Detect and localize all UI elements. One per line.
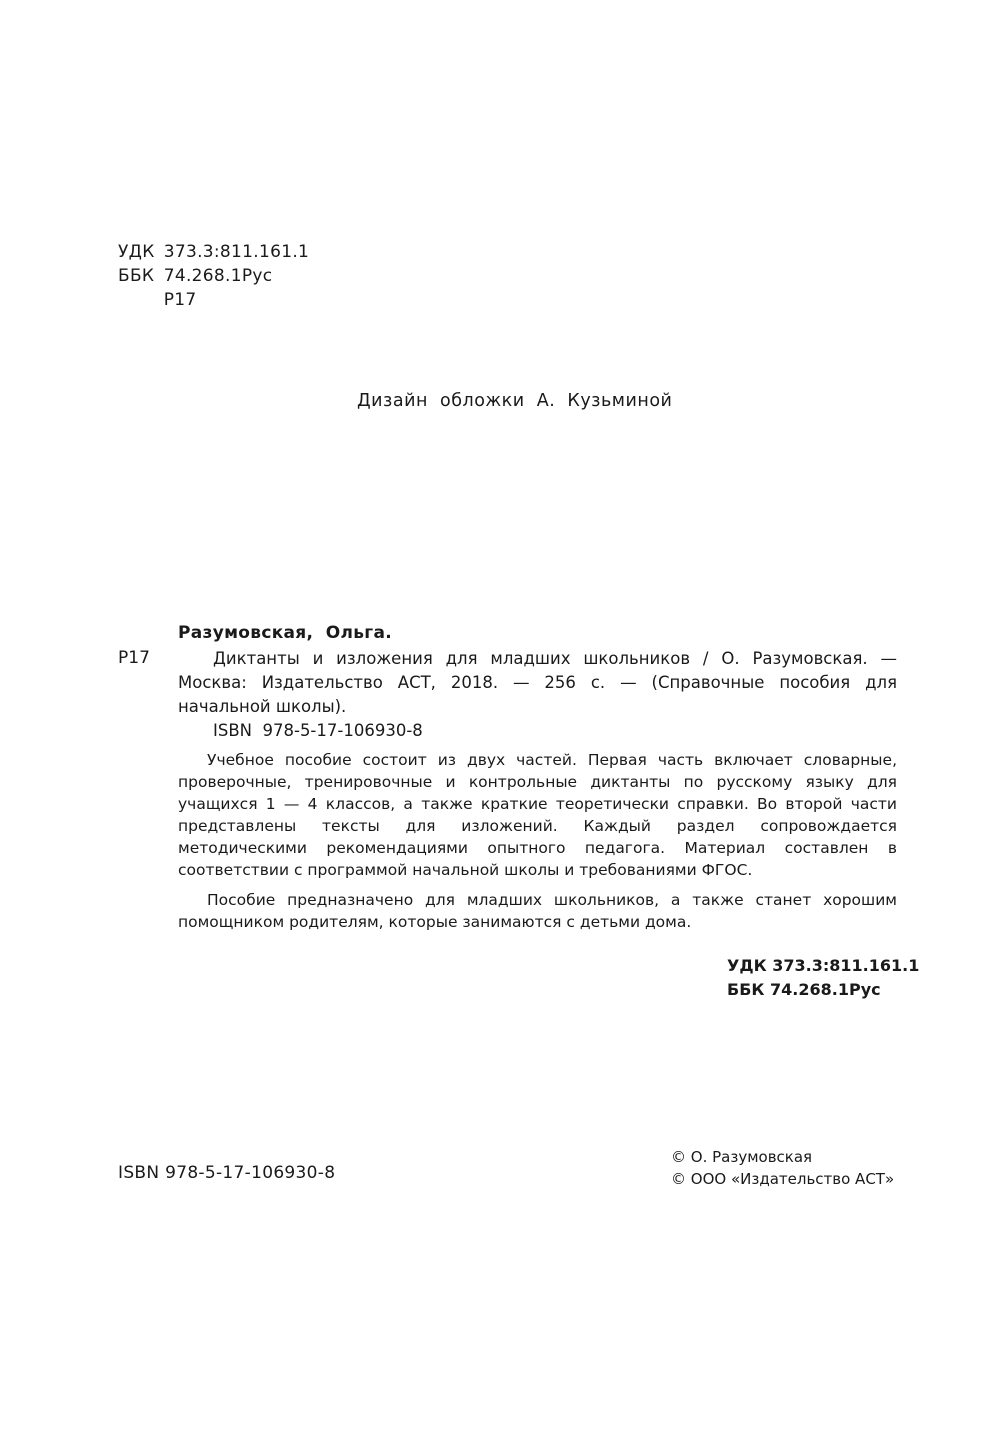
entry-isbn: ISBN 978-5-17-106930-8 — [213, 721, 423, 740]
footer-isbn: ISBN 978-5-17-106930-8 — [118, 1163, 336, 1183]
bbk-value: 74.268.1Рус — [163, 266, 273, 286]
copyright-author: © О. Разумовская — [671, 1148, 813, 1166]
annotation — [178, 749, 897, 933]
copyright-block — [671, 1146, 894, 1190]
annotation-paragraph: Учебное пособие состоит из двух частей. Первая часть включает словарные, проверочные, тренировочные и контрольные диктанты по русскому языку для учащихся 1 — 4 классов, а также краткие теоретически справки. Во второй части представлены тексты для изложений. Каждый раздел сопровождается методическими рекомендациями опытного педагога. Материал составлен в соответствии с программой начальной школы и требованиями ФГОС. — [178, 751, 897, 879]
author-mark-row — [118, 288, 309, 312]
entry-description: Диктанты и изложения для младших школьников / О. Разумовская. — Москва: Издательство АСТ, 2018. — 256 с. — (Справочные пособия для начальной школы). — [178, 649, 897, 716]
author-mark: Р17 — [163, 290, 197, 310]
udk-value: 373.3:811.161.1 — [163, 242, 310, 262]
entry-side-mark: Р17 — [118, 648, 150, 668]
bbk-label: ББК — [118, 266, 155, 286]
cover-design-credit: Дизайн обложки А. Кузьминой — [357, 391, 673, 411]
classification-block-bottom — [727, 954, 919, 1002]
copyright-publisher: © ООО «Издательство АСТ» — [671, 1170, 895, 1188]
bbk-bottom: ББК 74.268.1Рус — [727, 980, 881, 999]
udk-row — [118, 240, 309, 264]
udk-bottom: УДК 373.3:811.161.1 — [727, 956, 920, 975]
udk-label: УДК — [118, 242, 155, 262]
bbk-row — [118, 264, 309, 288]
entry-body — [178, 647, 897, 743]
entry-author: Разумовская, Ольга. — [178, 623, 392, 643]
classification-block-top — [118, 240, 309, 312]
annotation-paragraph: Пособие предназначено для младших школьников, а также станет хорошим помощником родителям, которые занимаются с детьми дома. — [178, 891, 897, 931]
